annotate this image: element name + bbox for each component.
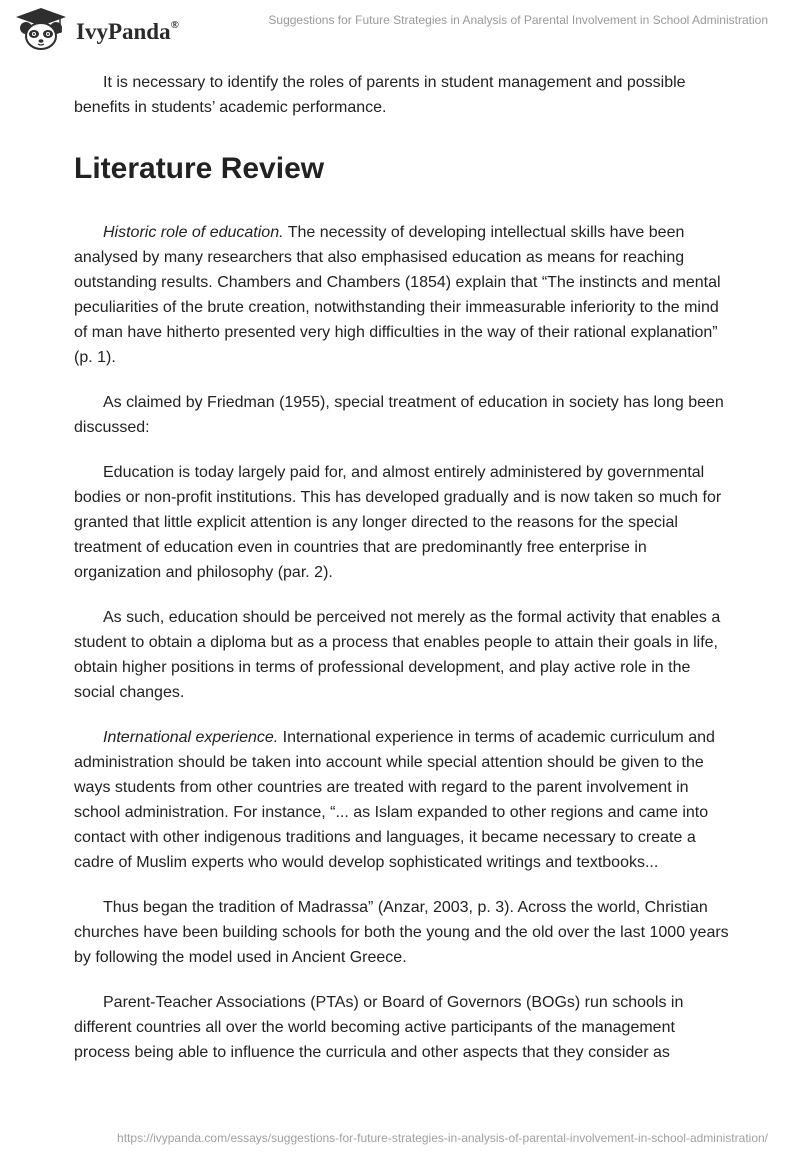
subheading-international-experience: International experience.: [103, 729, 279, 746]
paragraph-friedman: As claimed by Friedman (1955), special treatment of education in society has long been discussed:: [74, 394, 724, 436]
paragraph-pta: Parent-Teacher Associations (PTAs) or Board of Governors (BOGs) run schools in different countries all over the world becoming active participants of the management process being able to influence the curricula and other aspects that they consider as: [74, 994, 684, 1061]
panda-graduate-icon: [14, 6, 68, 52]
source-url-link[interactable]: https://ivypanda.com/essays/suggestions-for-future-strategies-in-analysis-of-parental-involvement-in-school-administration/: [117, 1131, 768, 1145]
paragraph-historic-role: Historic role of education. The necessity of developing intellectual skills have been analysed by many researchers that also emphasised education as means for reaching outstanding results. Chambers and Chambers (1854) explain that “The instincts and mental peculiarities of the brute creation, notwithstanding their immeasurable inferiority to the mind of man have hitherto presented very high difficulties in the way of their rational explanation” (p. 1).: [74, 224, 721, 366]
running-title: Suggestions for Future Strategies in Analysis of Parental Involvement in School Administration: [268, 13, 768, 27]
ivypanda-logo[interactable]: [14, 6, 179, 52]
paragraph-international-experience: International experience. International experience in terms of academic curriculum and administration should be taken into account while special attention should be given to the ways students from other countries are treated with regard to the parent involvement in school administration. For instance, “... as Islam expanded to other regions and came into contact with other indigenous traditions and languages, it became necessary to create a cadre of Muslim experts who would develop sophisticated writings and textbooks...: [74, 729, 715, 871]
essay-content: [74, 70, 734, 1085]
paragraph-quote-friedman: Education is today largely paid for, and almost entirely administered by governmental bodies or non-profit institutions. This has developed gradually and is now taken so much for granted that little explicit attention is any longer directed to the reasons for the special treatment of education even in countries that are predominantly free enterprise in organization and philosophy (par. 2).: [74, 464, 722, 581]
intro-paragraph: It is necessary to identify the roles of parents in student management and possible benefits in students’ academic performance.: [74, 74, 686, 116]
subheading-historic-role: Historic role of education.: [103, 224, 284, 241]
page-header: [0, 0, 800, 60]
brand-name: IvyPanda®: [76, 19, 179, 44]
section-heading: Literature Review: [74, 152, 325, 185]
paragraph-madrassa: Thus began the tradition of Madrassa” (Anzar, 2003, p. 3). Across the world, Christian churches have been building schools for both the young and the old over the last 1000 years by following the model used in Ancient Greece.: [74, 899, 729, 966]
paragraph-education-process: As such, education should be perceived not merely as the formal activity that enables a student to obtain a diploma but as a process that enables people to attain their goals in life, obtain higher positions in terms of professional development, and play active role in the social changes.: [74, 609, 721, 701]
